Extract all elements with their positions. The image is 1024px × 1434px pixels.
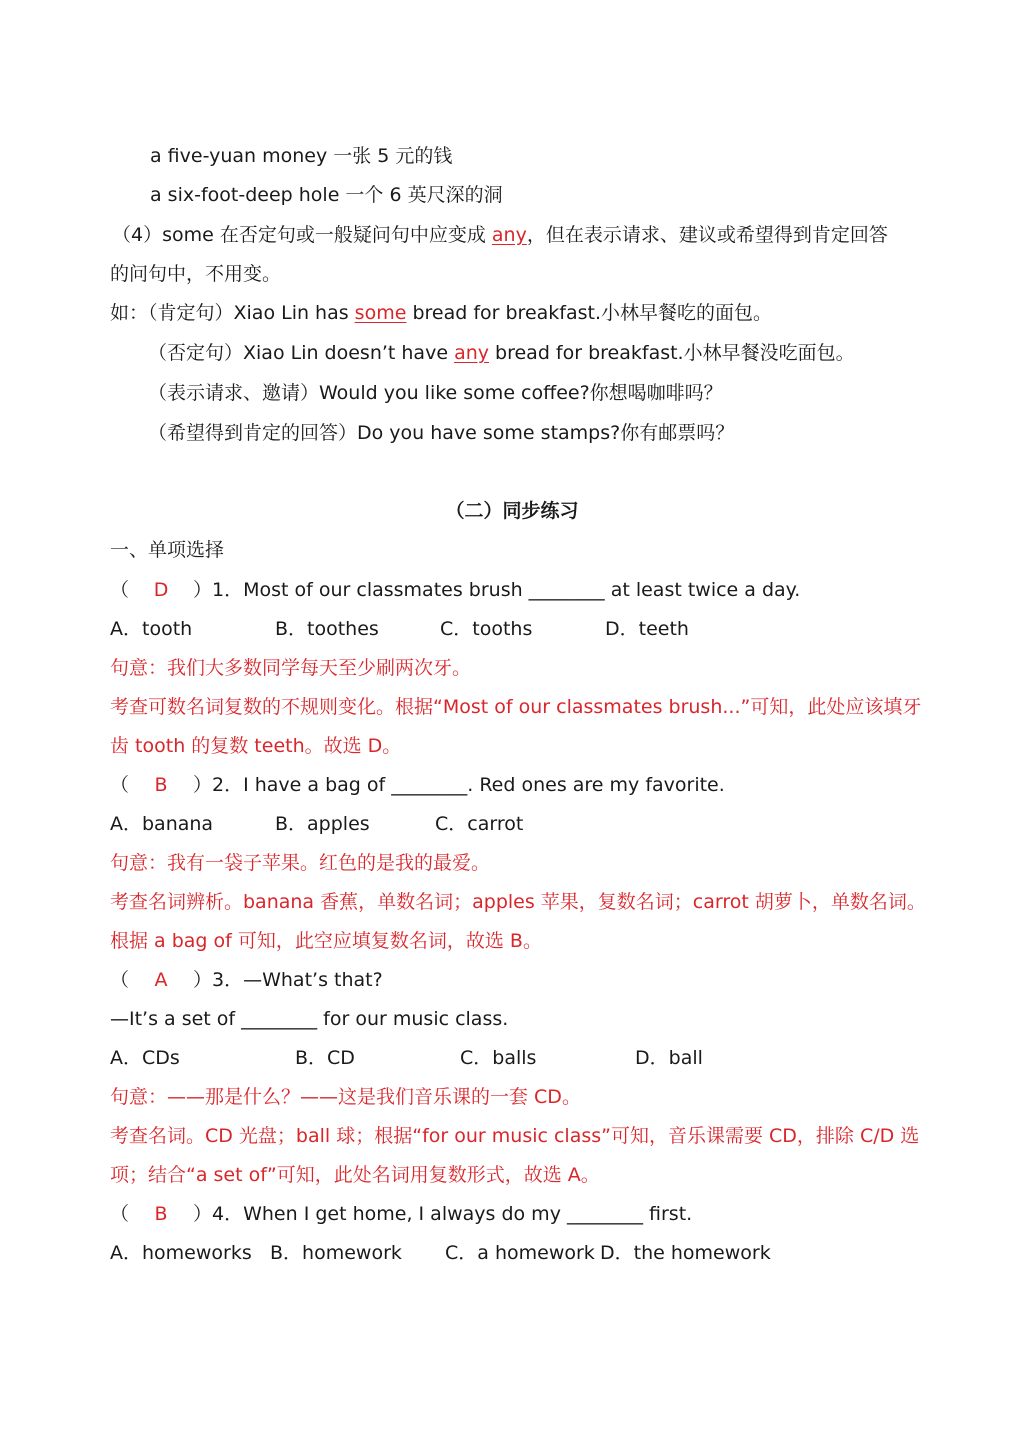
question-2-answer: B: [154, 774, 168, 796]
question-4-text: ）4．When I get home, I always do my ________ first.: [193, 1203, 693, 1225]
example-five-yuan: a five-yuan money 一张 5 元的钱: [150, 145, 453, 167]
question-2-text: ）2．I have a bag of ________. Red ones are my favorite.: [193, 774, 725, 796]
rule-4-line-1: [112, 222, 888, 248]
question-4-option-a: A．homeworks: [110, 1242, 252, 1264]
question-2-explanation-1: 考查名词辨析。banana 香蕉，单数名词；apples 苹果，复数名词；carrot 胡萝卜，单数名词。: [110, 891, 926, 913]
question-1-explanation-2: 齿 tooth 的复数 teeth。故选 D。: [110, 735, 402, 757]
rule-4-text-b: ，但在表示请求、建议或希望得到肯定回答: [526, 224, 888, 246]
example-negative-post: bread for breakfast.小林早餐没吃面包。: [489, 342, 855, 364]
question-1-options: [110, 616, 910, 642]
part-title: 一、单项选择: [110, 539, 225, 561]
question-1-open-paren: （: [110, 579, 130, 601]
question-3-line-2: —It’s a set of ________ for our music class.: [110, 1008, 509, 1030]
question-3-option-c: C．balls: [460, 1047, 537, 1069]
question-1-option-a: A．tooth: [110, 618, 193, 640]
example-any-keyword: any: [454, 342, 489, 364]
question-4-answer: B: [154, 1203, 168, 1225]
question-1-option-d: D．teeth: [605, 618, 689, 640]
question-1-meaning: 句意：我们大多数同学每天至少刷两次牙。: [110, 657, 472, 679]
rule-4-any-keyword: any: [491, 224, 527, 246]
example-negative: [148, 340, 855, 366]
example-affirmative-post: bread for breakfast.小林早餐吃的面包。: [406, 302, 773, 324]
question-3-answer: A: [154, 969, 168, 991]
rule-4-line-2: 的问句中，不用变。: [110, 263, 282, 285]
section-title: （二）同步练习: [445, 500, 579, 522]
question-2-option-a: A．banana: [110, 813, 214, 835]
example-six-foot: a six-foot-deep hole 一个 6 英尺深的洞: [150, 184, 503, 206]
question-1: [110, 577, 800, 603]
question-2-option-b: B．apples: [275, 813, 370, 835]
example-some-keyword: some: [354, 302, 407, 324]
question-3-explanation-2: 项；结合“a set of”可知，此处名词用复数形式，故选 A。: [110, 1164, 600, 1186]
question-1-option-b: B．toothes: [275, 618, 379, 640]
question-3-explanation-1: 考查名词。CD 光盘；ball 球；根据“for our music class”可知，音乐课需要 CD，排除 C/D 选: [110, 1125, 920, 1147]
example-negative-pre: （否定句）Xiao Lin doesn’t have: [148, 342, 455, 364]
question-1-explanation-1: 考查可数名词复数的不规则变化。根据“Most of our classmates brush...”可知，此处应该填牙: [110, 696, 922, 718]
question-2-meaning: 句意：我有一袋子苹果。红色的是我的最爱。: [110, 852, 491, 874]
question-2-explanation-2: 根据 a bag of 可知，此空应填复数名词，故选 B。: [110, 930, 542, 952]
question-3-options: [110, 1045, 910, 1071]
question-4-open-paren: （: [110, 1203, 130, 1225]
example-request: （表示请求、邀请）Would you like some coffee?你想喝咖啡吗？: [148, 382, 723, 404]
question-1-option-c: C．tooths: [440, 618, 533, 640]
question-4: [110, 1201, 692, 1227]
example-affirmative: [110, 300, 772, 326]
question-2-open-paren: （: [110, 774, 130, 796]
question-2: [110, 772, 725, 798]
question-4-option-c: C．a homework: [445, 1242, 595, 1264]
example-affirmative-pre: 如：（肯定句）Xiao Lin has: [110, 302, 355, 324]
question-3-option-b: B．CD: [295, 1047, 355, 1069]
question-3-open-paren: （: [110, 969, 130, 991]
question-3-option-d: D．ball: [635, 1047, 703, 1069]
rule-4-text-a: （4）some 在否定句或一般疑问句中应变成: [112, 224, 492, 246]
question-3-text: ）3．—What’s that?: [193, 969, 383, 991]
question-3-meaning: 句意：——那是什么？——这是我们音乐课的一套 CD。: [110, 1086, 581, 1108]
question-2-option-c: C．carrot: [435, 813, 524, 835]
question-4-options: [110, 1240, 910, 1266]
question-1-answer: D: [153, 579, 169, 601]
question-3-option-a: A．CDs: [110, 1047, 180, 1069]
question-4-option-b: B．homework: [270, 1242, 402, 1264]
example-hope: （希望得到肯定的回答）Do you have some stamps?你有邮票吗？: [148, 422, 735, 444]
question-4-option-d: D．the homework: [600, 1242, 771, 1264]
question-1-text: ）1．Most of our classmates brush ________ at least twice a day.: [193, 579, 801, 601]
question-2-options: [110, 811, 910, 837]
question-3: [110, 967, 383, 993]
